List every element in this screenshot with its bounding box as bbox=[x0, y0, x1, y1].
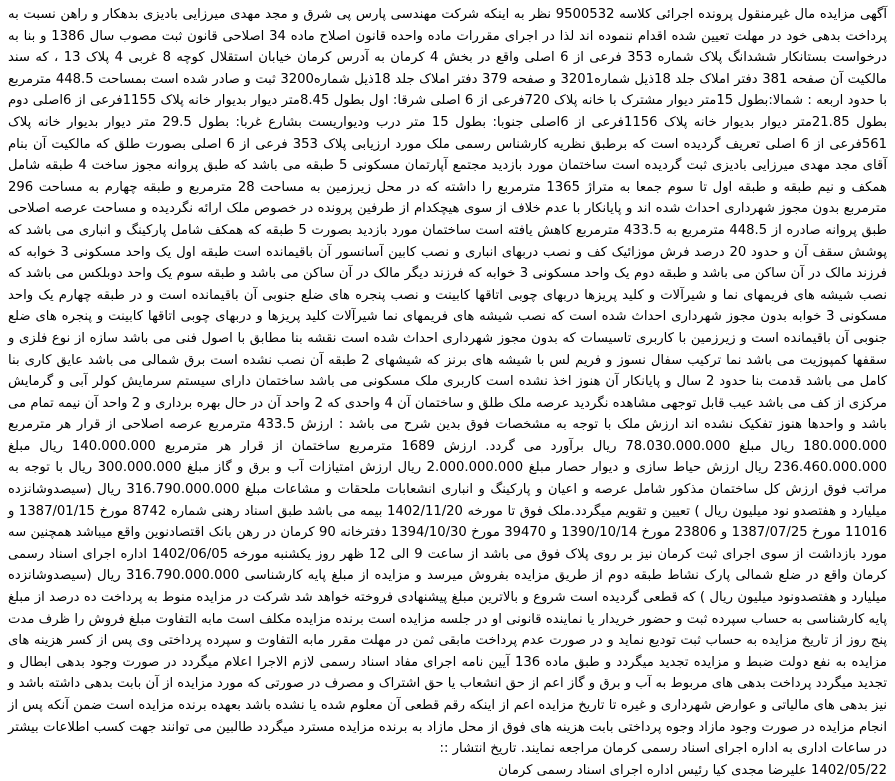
notice-footer-signature: 1402/05/22 علیرضا مجدی کیا رئیس اداره اجرای اسناد رسمی کرمان bbox=[498, 762, 887, 778]
auction-notice-body: آگهی مزایده مال غیرمنقول پرونده اجرائی کلاسه 9500532 نظر به اینکه شرکت مهندسی پارس پی شرق و مجد مهدی میرزایی بادیزی بدهکار و راهن نسبت به پرداخت بدهی خود در مهلت تعیین شده اقدام ننموده اند لذا در اجرای مقررات ماده واحده قانون اصلاح ماده 34 اصلاحی قانون ثبت مصوب سال 1386 و بنا به درخواست بستانکار ششدانگ پلاک شماره 353 فرعی از 6 اصلی واقع در بخش 4 کرمان به آدرس کرمان خیابان استقلال کوچه 8 غربی 4 پلاک 13 ، که سند مالکیت آن صفحه 381 دفتر املاک جلد 18ذیل شماره3201 و صفحه 379 دفتر املاک جلد 18ذیل شماره3200 ثبت و صادر شده است بمساحت 448.5 مترمربع با حدود اربعه : شمالا:بطول 15متر دیوار مشترک با خانه پلاک 720فرعی از 6 اصلی شرقا: اول بطول 8.45متر دیوار بدیوار خانه پلاک 1155فرعی از 6اصلی دوم بطول 21.85متر دیوار بدیوار خانه پلاک 1156فرعی از 6اصلی جنوبا: بطول 15 متر درب ودیواریست بشارع غربا: بطول 29.5 متر دیوار بدیوار خانه پلاک 561فرعی از 6 اصلی تعریف گردیده است که برطبق نظریه کارشناس رسمی ملک مورد ارزیابی پلاک 353 فرعی از 6 اصلی بصورت طلق که مالکیت آن بنام آقای مجد مهدی میرزایی بادیزی ثبت گردیده است ساختمان مورد بازدید مجتمع آپارتمان مسکونی 5 طبقه می باشد که طبق پروانه مجوز ساخت 4 طبقه شامل همکف و نیم طبقه و طبقه اول تا سوم جمعا به متراژ 1365 مترمربع را داشته که در محل زیرزمین به مساحت 28 مترمربع و طبقه چهارم به مساحت 296 مترمربع بدون مجوز شهرداری احداث شده اند و پایانکار با عدم خلاف از سوی هیچکدام از طرفین پرونده در خصوص ملک ارائه نگردیده و مساحت عرصه اصلاحی طبق پروانه صادره از 448.5 مترمربع به 433.5 مترمربع کاهش یافته است ساختمان مورد بازدید بصورت 5 طبقه که همکف شامل پارکینگ و انباری می باشد که پوشش سقف آن و حدود 20 درصد فرش موزائیک کف و نصب دربهای انباری و نصب کابین آسانسور آن باقیمانده است طبقه اول یک واحد مسکونی 3 خوابه که فرزند مالک در آن ساکن می باشد و طبقه دوم یک واحد مسکونی 3 خوابه که فرزند دیگر مالک در آن ساکن می باشد و طبقه سوم یک واحد دوبلکس می باشد که نصب شیشه های فریمهای نما و شیرآلات و کلید پریزها دربهای چوبی اتاقها کابینت و نصب پنجره های ضلع جنوبی آن باقیمانده است و در طبقه چهارم یک واحد مسکونی 3 خوابه بدون مجوز شهرداری احداث شده است که نصب شیشه های فریمهای نما شیرآلات کلید پریزها و دربهای چوبی اتاقها کابینت و پنجره های ضلع جنوبی آن باقیمانده است و زیرزمین با کاربری تاسیسات که بدون مجوز شهرداری احداث شده است نقشه بنا مطابق با اصول فنی می باشد سازه از نوع فلزی و سقفها کمپوزیت می باشد نما ترکیب سفال نسوز و فریم لس با شیشه های برنز که شیشهای 2 طبقه آن نصب نشده است برق شمالی می باشد عایق کاری بنا کامل می باشد قدمت بنا حدود 2 سال و پایانکار آن هنوز اخذ نشده است کاربری ملک مسکونی می باشد ساختمان دارای سیستم سرمایش کولر آبی و گرمایش مرکزی از کف می باشد عیب قابل توجهی مشاهده نگردید عرصه ملک طلق و ساختمان آن 4 واحدی که 2 واحد آن در حال بهره برداری و 2 واحد آن نیمه تمام می باشد و واحدها هنوز تفکیک نشده اند ارزش ملک با توجه به مشخصات فوق بدین شرح می باشد : ارزش 433.5 مترمربع عرصه اصلاحی از قرار هر مترمربع 180.000.000 ریال مبلغ 78.030.000.000 ریال برآورد می گردد. ارزش 1689 مترمربع ساختمان از قرار هر مترمربع 140.000.000 ریال مبلغ 236.460.000.000 ریال ارزش حیاط سازی و دیوار حصار مبلغ 2.000.000.000 ریال ارزش امتیازات آب و برق و گاز مبلغ 300.000.000 ریال با توجه به مراتب فوق ارزش کل ساختمان مذکور شامل عرصه و اعیان و پارکینگ و انباری انشعابات ملحقات و مشاعات مبلغ 316.790.000.000 ریال (سیصدوشانزده میلیارد و هفتصدو نود میلیون ریال ) تعیین و تقویم میگردد.ملک فوق تا مورخه 1402/11/20 بیمه می باشد طبق اسناد رهنی شماره 8742 مورخ 1387/01/15 و 11016 مورخ 1387/07/25 و 23806 مورخ 1390/10/14 و 39470 مورخ 1394/10/30 دفترخانه 90 کرمان در رهن بانک اقتصادنوین واقع میباشد همچنین سه مورد بازداشت از سوی اجرای ثبت کرمان نیز بر روی پلاک فوق می باشد از ساعت 9 الی 12 ظهر روز یکشنبه مورخه 1402/06/05 اداره اجرای اسناد رسمی کرمان واقع در ضلع شمالی پارک نشاط طبقه دوم از طریق مزایده بفروش میرسد و مزایده از مبلغ پایه کارشناسی 316.790.000.000 ریال (سیصدوشانزده میلیارد و هفتصدونود میلیون ریال ) که قطعی گردیده است شروع و بالاترین مبلغ پیشنهادی فروخته خواهد شد شرکت در مزایده منوط به پرداخت ده درصد از مبلغ پایه کارشناسی به حساب سپرده ثبت و حضور خریدار یا نماینده قانونی او در جلسه مزایده است برنده مزایده مکلف است مابه التفاوت مبلغ فروش را ظرف مدت پنج روز از تاریخ مزایده به حساب ثبت تودیع نماید و در صورت عدم پرداخت مابقی ثمن در مهلت مقرر مابه التفاوت و سپرده پرداختی وی پس از کسر هزینه های مزایده به نفع دولت ضبط و مزایده تجدید میگردد و طبق ماده 136 آیین نامه اجرای مفاد اسناد رسمی لازم الاجرا اعلام میگردد در صورت وجود بدهی ابطال و تجدید میگردد پرداخت بدهی های مربوط به آب و برق و گاز اعم از حق انشعاب یا حق اشتراک و مصرف در صورتی که مورد مزایده از آن بابت بدهی داشته باشد و نیز بدهی های مالیاتی و عوارض شهرداری و غیره تا تاریخ مزایده اعم از اینکه رقم قطعی آن معلوم شده یا نشده باشد بعهده برنده مزایده است ضمن آنکه پس از انجام مزایده در صورت وجود مازاد وجوه پرداختی بابت هزینه های فوق از محل مازاد به برنده مزایده مسترد میگردد طالبین می توانند جهت کسب اطلاعات بیشتر در ساعات اداری به اداره اجرای اسناد رسمی کرمان مراجعه نمایند. تاریخ انتشار :: bbox=[8, 7, 888, 757]
